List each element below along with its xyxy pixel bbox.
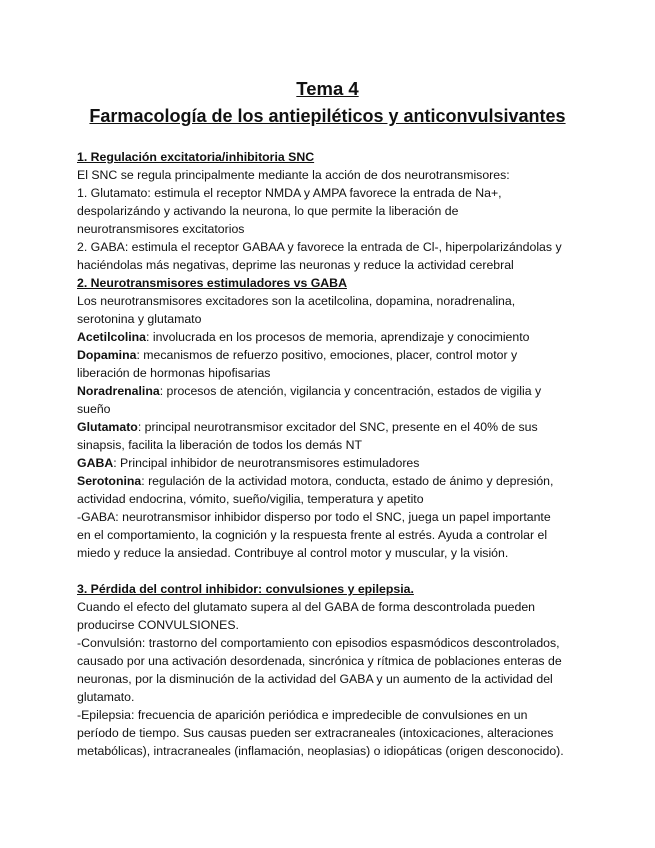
paragraph-line: causado por una activación desordenada, sincrónica y rítmica de poblaciones enteras de: [77, 654, 562, 668]
paragraph-line: neurotransmisores excitatorios: [77, 222, 245, 236]
paragraph-line: despolarizándo y activando la neurona, lo que permite la liberación de: [77, 204, 459, 218]
paragraph-line: período de tiempo. Sus causas pueden ser extracraneales (intoxicaciones, alteraciones: [77, 726, 554, 740]
blank-line: [77, 562, 577, 580]
definition-serotonina: [77, 472, 577, 490]
paragraph-line: Cuando el efecto del glutamato supera al del GABA de forma descontrolada pueden: [77, 600, 536, 614]
definition-text: : involucrada en los procesos de memoria, aprendizaje y conocimiento: [146, 330, 530, 344]
term: Glutamato: [77, 420, 138, 434]
term: Acetilcolina: [77, 330, 147, 344]
definition-noradrenalina: [77, 382, 577, 400]
page-subtitle: Farmacología de los antiepiléticos y anticonvulsivantes: [89, 106, 566, 126]
term: Noradrenalina: [77, 384, 160, 398]
paragraph-line: neuronas, por la disminución de la actividad del GABA y un aumento de la actividad del: [77, 672, 553, 686]
document-body: [77, 148, 577, 760]
term: GABA: [77, 456, 114, 470]
definition-text: : principal neurotransmisor excitador del SNC, presente en el 40% de sus: [137, 420, 538, 434]
paragraph-line: 1. Glutamato: estimula el receptor NMDA y AMPA favorece la entrada de Na+,: [77, 186, 502, 200]
paragraph-line: sueño: [77, 402, 111, 416]
definition-dopamina: [77, 346, 577, 364]
paragraph-line: sinapsis, facilita la liberación de todos los demás NT: [77, 438, 363, 452]
paragraph-line: liberación de hormonas hipofisarias: [77, 366, 271, 380]
section-1-heading: 1. Regulación excitatoria/inhibitoria SNC: [77, 150, 315, 164]
paragraph-line: -Convulsión: trastorno del comportamiento con episodios espasmódicos descontrolados,: [77, 636, 560, 650]
paragraph-line: producirse CONVULSIONES.: [77, 618, 239, 632]
paragraph-line: metabólicas), intracraneales (inflamación, neoplasias) o idiopáticas (origen desconocido).: [77, 744, 564, 758]
paragraph-line: -Epilepsia: frecuencia de aparición periódica e impredecible de convulsiones en un: [77, 708, 528, 722]
paragraph-line: miedo y reduce la ansiedad. Contribuye al control motor y muscular, y la visión.: [77, 546, 509, 560]
paragraph-line: Los neurotransmisores excitadores son la acetilcolina, dopamina, noradrenalina,: [77, 294, 516, 308]
paragraph-line: glutamato.: [77, 690, 135, 704]
section-3-heading: 3. Pérdida del control inhibidor: convulsiones y epilepsia.: [77, 582, 414, 596]
definition-glutamato: [77, 418, 577, 436]
definition-text: : regulación de la actividad motora, conducta, estado de ánimo y depresión,: [141, 474, 554, 488]
paragraph-line: haciéndolas más negativas, deprime las neuronas y reduce la actividad cerebral: [77, 258, 514, 272]
definition-acetilcolina: [77, 328, 577, 346]
paragraph-line: El SNC se regula principalmente mediante la acción de dos neurotransmisores:: [77, 168, 510, 182]
definition-text: : procesos de atención, vigilancia y concentración, estados de vigilia y: [159, 384, 542, 398]
paragraph-line: actividad endocrina, vómito, sueño/vigilia, temperatura y apetito: [77, 492, 424, 506]
paragraph-line: en el comportamiento, la cognición y la respuesta frente al estrés. Ayuda a controlar el: [77, 528, 548, 542]
definition-gaba: [77, 454, 577, 472]
paragraph-line: -GABA: neurotransmisor inhibidor disperso por todo el SNC, juega un papel importante: [77, 510, 551, 524]
term: Dopamina: [77, 348, 137, 362]
definition-text: : Principal inhibidor de neurotransmisores estimuladores: [113, 456, 420, 470]
paragraph-line: 2. GABA: estimula el receptor GABAA y favorece la entrada de Cl-, hiperpolarizándolas y: [77, 240, 562, 254]
section-2-heading: 2. Neurotransmisores estimuladores vs GABA: [77, 276, 347, 290]
definition-text: : mecanismos de refuerzo positivo, emociones, placer, control motor y: [136, 348, 518, 362]
page-title: Tema 4: [296, 78, 359, 99]
paragraph-line: serotonina y glutamato: [77, 312, 202, 326]
term: Serotonina: [77, 474, 142, 488]
